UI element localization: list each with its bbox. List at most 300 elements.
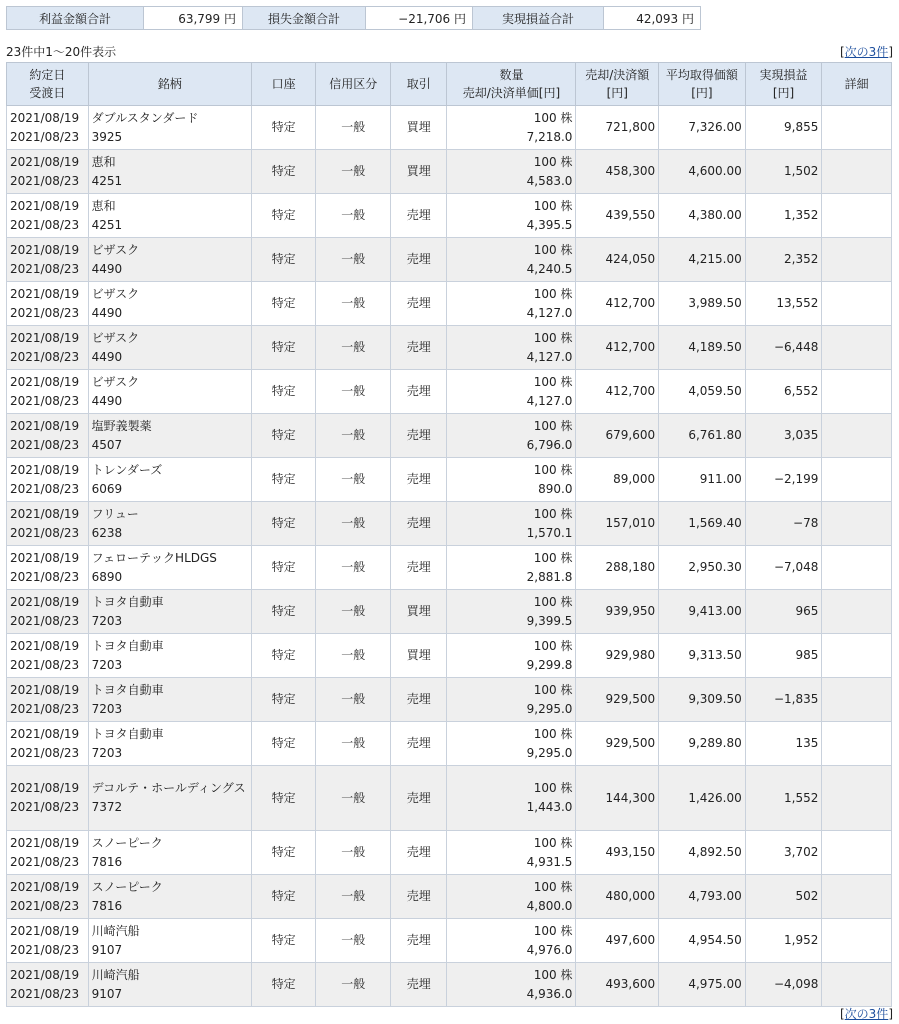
qty-cell xyxy=(447,766,576,831)
trade-type: 買埋 xyxy=(391,106,447,150)
qty-cell xyxy=(447,282,576,326)
qty-cell xyxy=(447,194,576,238)
realized-pl: −2,199 xyxy=(745,458,822,502)
next-page-link[interactable]: 次の3件 xyxy=(844,45,889,59)
quantity: 100 株 xyxy=(533,879,573,894)
detail-cell xyxy=(822,831,892,875)
detail-cell xyxy=(822,919,892,963)
table-header-row xyxy=(7,63,892,106)
realized-pl: −4,098 xyxy=(745,963,822,1007)
qty-cell xyxy=(447,963,576,1007)
settle-date: 2021/08/23 xyxy=(10,800,80,814)
settle-date: 2021/08/23 xyxy=(10,349,80,364)
trade-type: 売埋 xyxy=(391,546,447,590)
trade-type: 売埋 xyxy=(391,875,447,919)
qty-cell xyxy=(447,634,576,678)
unit-price: 4,931.5 xyxy=(526,854,573,869)
stock-code: 4490 xyxy=(91,261,123,276)
stock-code: 4490 xyxy=(91,393,123,408)
profit-total-label: 利益金額合計 xyxy=(7,7,144,30)
table-row xyxy=(7,546,892,590)
avg-cost: 9,289.80 xyxy=(659,722,746,766)
settle-date: 2021/08/23 xyxy=(10,437,80,452)
trade-date: 2021/08/19 xyxy=(10,550,80,565)
stock-name: ビザスク xyxy=(91,330,140,345)
stock-name: スノーピーク xyxy=(91,835,163,850)
trade-date: 2021/08/19 xyxy=(10,638,80,653)
table-row xyxy=(7,326,892,370)
stock-code: 6238 xyxy=(91,525,123,540)
avg-cost: 4,975.00 xyxy=(659,963,746,1007)
stock-cell xyxy=(88,502,251,546)
realized-pl: 3,702 xyxy=(745,831,822,875)
avg-cost: 1,569.40 xyxy=(659,502,746,546)
account-type: 特定 xyxy=(251,194,316,238)
date-cell xyxy=(7,875,89,919)
stock-code: 7203 xyxy=(91,701,123,716)
stock-cell xyxy=(88,326,251,370)
sale-amount: 412,700 xyxy=(576,282,659,326)
detail-cell xyxy=(822,766,892,831)
stock-cell xyxy=(88,546,251,590)
qty-cell xyxy=(447,370,576,414)
settle-date: 2021/08/23 xyxy=(10,657,80,672)
date-cell xyxy=(7,238,89,282)
credit-type: 一般 xyxy=(316,282,391,326)
trade-type: 売埋 xyxy=(391,766,447,831)
stock-cell xyxy=(88,106,251,150)
qty-cell xyxy=(447,546,576,590)
unit-price: 7,218.0 xyxy=(526,129,573,144)
trade-date: 2021/08/19 xyxy=(10,110,80,125)
qty-cell xyxy=(447,326,576,370)
stock-code: 9107 xyxy=(91,986,123,1001)
detail-cell xyxy=(822,963,892,1007)
settle-date: 2021/08/23 xyxy=(10,129,80,144)
detail-cell xyxy=(822,106,892,150)
quantity: 100 株 xyxy=(533,330,573,345)
stock-name: トヨタ自動車 xyxy=(91,726,164,741)
sale-amount: 721,800 xyxy=(576,106,659,150)
sale-amount: 412,700 xyxy=(576,326,659,370)
sale-amount: 480,000 xyxy=(576,875,659,919)
settle-date: 2021/08/23 xyxy=(10,569,80,584)
header-amount: 売却/決済額 [円] xyxy=(576,63,659,106)
avg-cost: 911.00 xyxy=(659,458,746,502)
stock-cell xyxy=(88,282,251,326)
realized-total-value: 42,093 円 xyxy=(604,7,701,30)
date-cell xyxy=(7,194,89,238)
table-row xyxy=(7,194,892,238)
detail-cell xyxy=(822,282,892,326)
account-type: 特定 xyxy=(251,370,316,414)
quantity: 100 株 xyxy=(533,242,573,257)
sale-amount: 412,700 xyxy=(576,370,659,414)
unit-price: 9,295.0 xyxy=(526,701,573,716)
detail-cell xyxy=(822,194,892,238)
sale-amount: 497,600 xyxy=(576,919,659,963)
stock-cell xyxy=(88,678,251,722)
credit-type: 一般 xyxy=(316,722,391,766)
quantity: 100 株 xyxy=(533,418,573,433)
quantity: 100 株 xyxy=(533,286,573,301)
date-cell xyxy=(7,502,89,546)
sale-amount: 157,010 xyxy=(576,502,659,546)
date-cell xyxy=(7,106,89,150)
avg-cost: 4,059.50 xyxy=(659,370,746,414)
sale-amount: 493,600 xyxy=(576,963,659,1007)
detail-cell xyxy=(822,370,892,414)
table-row xyxy=(7,963,892,1007)
table-row xyxy=(7,370,892,414)
qty-cell xyxy=(447,502,576,546)
sale-amount: 288,180 xyxy=(576,546,659,590)
sale-amount: 89,000 xyxy=(576,458,659,502)
date-cell xyxy=(7,766,89,831)
trade-date: 2021/08/19 xyxy=(10,879,80,894)
table-row xyxy=(7,831,892,875)
settle-date: 2021/08/23 xyxy=(10,173,80,188)
credit-type: 一般 xyxy=(316,106,391,150)
credit-type: 一般 xyxy=(316,963,391,1007)
qty-cell xyxy=(447,458,576,502)
next-page-link-bottom[interactable]: 次の3件 xyxy=(844,1007,889,1021)
detail-cell xyxy=(822,590,892,634)
quantity: 100 株 xyxy=(533,154,573,169)
stock-cell xyxy=(88,194,251,238)
stock-code: 3925 xyxy=(91,129,123,144)
avg-cost: 4,954.50 xyxy=(659,919,746,963)
settle-date: 2021/08/23 xyxy=(10,613,80,628)
quantity: 100 株 xyxy=(533,110,573,125)
summary-bar xyxy=(6,6,701,30)
quantity: 100 株 xyxy=(533,462,573,477)
qty-cell xyxy=(447,106,576,150)
stock-name: ビザスク xyxy=(91,242,140,257)
table-row xyxy=(7,722,892,766)
table-row xyxy=(7,238,892,282)
trade-type: 売埋 xyxy=(391,919,447,963)
unit-price: 9,295.0 xyxy=(526,745,573,760)
qty-cell xyxy=(447,238,576,282)
unit-price: 4,127.0 xyxy=(526,305,573,320)
quantity: 100 株 xyxy=(533,374,573,389)
trade-type: 売埋 xyxy=(391,326,447,370)
date-cell xyxy=(7,590,89,634)
table-row xyxy=(7,282,892,326)
trade-date: 2021/08/19 xyxy=(10,374,80,389)
stock-name: トレンダーズ xyxy=(91,462,163,477)
quantity: 100 株 xyxy=(533,506,573,521)
avg-cost: 4,215.00 xyxy=(659,238,746,282)
realized-pl: −1,835 xyxy=(745,678,822,722)
credit-type: 一般 xyxy=(316,678,391,722)
stock-cell xyxy=(88,766,251,831)
qty-cell xyxy=(447,831,576,875)
qty-cell xyxy=(447,414,576,458)
realized-pl: 3,035 xyxy=(745,414,822,458)
stock-code: 6890 xyxy=(91,569,123,584)
unit-price: 1,570.1 xyxy=(526,525,573,540)
trade-date: 2021/08/19 xyxy=(10,781,80,795)
trade-date: 2021/08/19 xyxy=(10,726,80,741)
stock-cell xyxy=(88,634,251,678)
credit-type: 一般 xyxy=(316,546,391,590)
stock-name: スノーピーク xyxy=(91,879,163,894)
stock-code: 4251 xyxy=(91,217,123,232)
unit-price: 4,800.0 xyxy=(526,898,573,913)
unit-price: 4,127.0 xyxy=(526,393,573,408)
settle-date: 2021/08/23 xyxy=(10,745,80,760)
avg-cost: 4,380.00 xyxy=(659,194,746,238)
trade-date: 2021/08/19 xyxy=(10,418,80,433)
date-cell xyxy=(7,414,89,458)
realized-pl: 1,352 xyxy=(745,194,822,238)
trade-date: 2021/08/19 xyxy=(10,682,80,697)
sale-amount: 439,550 xyxy=(576,194,659,238)
settle-date: 2021/08/23 xyxy=(10,942,80,957)
trade-date: 2021/08/19 xyxy=(10,154,80,169)
avg-cost: 2,950.30 xyxy=(659,546,746,590)
profit-total-value: 63,799 円 xyxy=(144,7,243,30)
avg-cost: 7,326.00 xyxy=(659,106,746,150)
unit-price: 6,796.0 xyxy=(526,437,573,452)
sale-amount: 424,050 xyxy=(576,238,659,282)
credit-type: 一般 xyxy=(316,194,391,238)
trade-date: 2021/08/19 xyxy=(10,330,80,345)
unit-price: 890.0 xyxy=(538,481,573,496)
unit-price: 4,936.0 xyxy=(526,986,573,1001)
stock-name: ビザスク xyxy=(91,286,140,301)
avg-cost: 3,989.50 xyxy=(659,282,746,326)
stock-name: フェローテックHLDGS xyxy=(91,550,217,565)
settle-date: 2021/08/23 xyxy=(10,525,80,540)
avg-cost: 4,600.00 xyxy=(659,150,746,194)
credit-type: 一般 xyxy=(316,238,391,282)
loss-total-label: 損失金額合計 xyxy=(243,7,366,30)
detail-cell xyxy=(822,678,892,722)
account-type: 特定 xyxy=(251,963,316,1007)
date-cell xyxy=(7,370,89,414)
table-row xyxy=(7,458,892,502)
header-avg: 平均取得価額 [円] xyxy=(659,63,746,106)
loss-total-value: −21,706 円 xyxy=(366,7,473,30)
header-pl: 実現損益 [円] xyxy=(745,63,822,106)
stock-code: 4507 xyxy=(91,437,123,452)
avg-cost: 4,793.00 xyxy=(659,875,746,919)
date-cell xyxy=(7,831,89,875)
account-type: 特定 xyxy=(251,831,316,875)
date-cell xyxy=(7,150,89,194)
credit-type: 一般 xyxy=(316,458,391,502)
detail-cell xyxy=(822,875,892,919)
realized-pl: 1,502 xyxy=(745,150,822,194)
stock-cell xyxy=(88,722,251,766)
trade-date: 2021/08/19 xyxy=(10,967,80,982)
stock-name: トヨタ自動車 xyxy=(91,638,164,653)
settle-date: 2021/08/23 xyxy=(10,701,80,716)
unit-price: 4,583.0 xyxy=(526,173,573,188)
quantity: 100 株 xyxy=(533,198,573,213)
stock-code: 7816 xyxy=(91,898,123,913)
table-row xyxy=(7,678,892,722)
table-row xyxy=(7,875,892,919)
settle-date: 2021/08/23 xyxy=(10,854,80,869)
realized-pl: 502 xyxy=(745,875,822,919)
settle-date: 2021/08/23 xyxy=(10,898,80,913)
settle-date: 2021/08/23 xyxy=(10,305,80,320)
detail-cell xyxy=(822,502,892,546)
header-trade: 取引 xyxy=(391,63,447,106)
trade-date: 2021/08/19 xyxy=(10,198,80,213)
account-type: 特定 xyxy=(251,766,316,831)
unit-price: 4,395.5 xyxy=(526,217,573,232)
realized-pl: 965 xyxy=(745,590,822,634)
detail-cell xyxy=(822,458,892,502)
header-detail: 詳細 xyxy=(822,63,892,106)
trade-type: 売埋 xyxy=(391,370,447,414)
qty-cell xyxy=(447,150,576,194)
paging-top: [次の3件] xyxy=(839,45,893,59)
date-cell xyxy=(7,326,89,370)
quantity: 100 株 xyxy=(533,726,573,741)
trade-date: 2021/08/19 xyxy=(10,835,80,850)
results-table xyxy=(6,62,892,1007)
trade-type: 売埋 xyxy=(391,722,447,766)
account-type: 特定 xyxy=(251,150,316,194)
avg-cost: 9,309.50 xyxy=(659,678,746,722)
credit-type: 一般 xyxy=(316,766,391,831)
sale-amount: 458,300 xyxy=(576,150,659,194)
detail-cell xyxy=(822,238,892,282)
result-count: 23件中1〜20件表示 xyxy=(6,45,117,59)
detail-cell xyxy=(822,326,892,370)
stock-cell xyxy=(88,458,251,502)
stock-code: 4490 xyxy=(91,305,123,320)
detail-cell xyxy=(822,634,892,678)
account-type: 特定 xyxy=(251,458,316,502)
credit-type: 一般 xyxy=(316,634,391,678)
account-type: 特定 xyxy=(251,106,316,150)
realized-pl: 985 xyxy=(745,634,822,678)
stock-cell xyxy=(88,875,251,919)
stock-cell xyxy=(88,590,251,634)
date-cell xyxy=(7,282,89,326)
stock-cell xyxy=(88,150,251,194)
table-row xyxy=(7,106,892,150)
trade-type: 売埋 xyxy=(391,458,447,502)
date-cell xyxy=(7,634,89,678)
account-type: 特定 xyxy=(251,502,316,546)
trade-date: 2021/08/19 xyxy=(10,594,80,609)
unit-price: 2,881.8 xyxy=(526,569,573,584)
stock-name: 恵和 xyxy=(91,154,116,169)
quantity: 100 株 xyxy=(533,923,573,938)
trade-type: 売埋 xyxy=(391,502,447,546)
qty-cell xyxy=(447,875,576,919)
trade-type: 売埋 xyxy=(391,831,447,875)
unit-price: 1,443.0 xyxy=(526,800,573,814)
stock-name: 川崎汽船 xyxy=(91,967,140,982)
stock-code: 7372 xyxy=(91,800,123,814)
stock-code: 7816 xyxy=(91,854,123,869)
table-row xyxy=(7,150,892,194)
realized-pl: 6,552 xyxy=(745,370,822,414)
date-cell xyxy=(7,458,89,502)
credit-type: 一般 xyxy=(316,150,391,194)
account-type: 特定 xyxy=(251,238,316,282)
stock-code: 4490 xyxy=(91,349,123,364)
date-cell xyxy=(7,963,89,1007)
table-row xyxy=(7,414,892,458)
stock-code: 7203 xyxy=(91,613,123,628)
quantity: 100 株 xyxy=(533,638,573,653)
settle-date: 2021/08/23 xyxy=(10,393,80,408)
trade-type: 買埋 xyxy=(391,150,447,194)
stock-code: 9107 xyxy=(91,942,123,957)
date-cell xyxy=(7,678,89,722)
realized-pl: 9,855 xyxy=(745,106,822,150)
trade-date: 2021/08/19 xyxy=(10,506,80,521)
avg-cost: 9,413.00 xyxy=(659,590,746,634)
detail-cell xyxy=(822,722,892,766)
account-type: 特定 xyxy=(251,590,316,634)
header-account: 口座 xyxy=(251,63,316,106)
avg-cost: 1,426.00 xyxy=(659,766,746,831)
account-type: 特定 xyxy=(251,875,316,919)
sale-amount: 144,300 xyxy=(576,766,659,831)
quantity: 100 株 xyxy=(533,550,573,565)
stock-name: トヨタ自動車 xyxy=(91,594,164,609)
credit-type: 一般 xyxy=(316,590,391,634)
table-row xyxy=(7,590,892,634)
stock-cell xyxy=(88,238,251,282)
realized-pl: −7,048 xyxy=(745,546,822,590)
date-cell xyxy=(7,919,89,963)
stock-cell xyxy=(88,963,251,1007)
stock-cell xyxy=(88,919,251,963)
realized-pl: 2,352 xyxy=(745,238,822,282)
detail-cell xyxy=(822,150,892,194)
account-type: 特定 xyxy=(251,546,316,590)
header-credit: 信用区分 xyxy=(316,63,391,106)
unit-price: 9,299.8 xyxy=(526,657,573,672)
quantity: 100 株 xyxy=(533,682,573,697)
quantity: 100 株 xyxy=(533,967,573,982)
paging-bottom: [次の3件] xyxy=(839,1007,893,1021)
settle-date: 2021/08/23 xyxy=(10,261,80,276)
qty-cell xyxy=(447,722,576,766)
trade-type: 買埋 xyxy=(391,590,447,634)
realized-total-label: 実現損益合計 xyxy=(473,7,604,30)
avg-cost: 4,892.50 xyxy=(659,831,746,875)
quantity: 100 株 xyxy=(533,781,573,795)
stock-name: フリュー xyxy=(91,506,139,521)
trade-type: 売埋 xyxy=(391,194,447,238)
credit-type: 一般 xyxy=(316,414,391,458)
header-name: 銘柄 xyxy=(88,63,251,106)
qty-cell xyxy=(447,590,576,634)
trade-date: 2021/08/19 xyxy=(10,923,80,938)
settle-date: 2021/08/23 xyxy=(10,986,80,1001)
avg-cost: 6,761.80 xyxy=(659,414,746,458)
realized-pl: 13,552 xyxy=(745,282,822,326)
header-qty: 数量 売却/決済単価[円] xyxy=(447,63,576,106)
trade-type: 売埋 xyxy=(391,414,447,458)
credit-type: 一般 xyxy=(316,831,391,875)
account-type: 特定 xyxy=(251,678,316,722)
stock-code: 7203 xyxy=(91,745,123,760)
